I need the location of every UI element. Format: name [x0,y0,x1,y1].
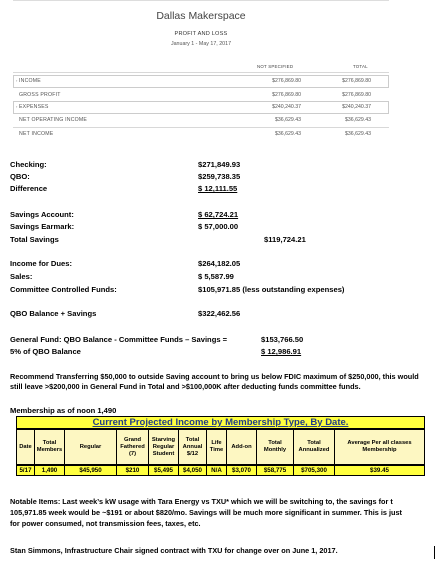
row-value-not-specified: $36,629.43 [275,131,301,137]
divider [13,0,389,1]
header-total-annual: Total Annual $/12 [179,430,207,464]
sales-label: Sales: [10,272,33,281]
cell-add-on: $3,070 [227,466,257,475]
checking-value: $271,849.93 [198,160,241,169]
cell-regular: $45,950 [65,466,117,475]
infrastructure-note: Stan Simmons, Infrastructure Chair signed contract with TXU for change over on June 1, 2017. [10,546,338,555]
report-row-net-operating-income [13,114,389,127]
cell-total-monthly: $58,775 [257,466,294,475]
row-value-total: $276,869.80 [342,78,371,84]
header-date: Date [17,430,35,464]
report-row-net-income [13,128,389,141]
row-value-total: $276,869.80 [342,92,371,98]
chevron-right-icon[interactable]: › [16,78,18,83]
divider [13,72,389,73]
company-name: Dallas Makerspace [156,10,246,22]
header-total-members: Total Members [35,430,65,464]
header-starving-student: Starving Regular Student [149,430,179,464]
cell-total-annual: $4,050 [179,466,207,475]
header-life-time: Life Time [207,430,227,464]
row-value-total: $36,629.43 [345,131,371,137]
cell-grand-fathered: $210 [117,466,149,475]
income-dues-label: Income for Dues: [10,259,73,268]
row-value-not-specified: $276,869.80 [272,92,301,98]
total-savings-label: Total Savings [10,235,59,244]
qbo-label: QBO: [10,172,30,181]
notable-line-2: 105,971.85 week would be ~$191 or about $820/mo. Savings will be much more significant in summer. This is just [10,508,402,517]
profit-loss-report [13,0,389,144]
income-dues-value: $264,182.05 [198,259,241,268]
recommendation-line-2: still leave >$200,000 in General Fund in Total and >$100,000K after deducting funds committee funds. [10,382,361,391]
column-header-not-specified: NOT SPECIFIED [257,64,294,69]
report-title: PROFIT AND LOSS [174,31,228,37]
cell-average-per-membership: $39.45 [370,467,389,474]
row-label: EXPENSES [19,104,49,110]
membership-note: Membership as of noon 1,490 [10,406,117,415]
table-title: Current Projected Income by Membership Type, By Date. [16,416,425,429]
row-label: NET OPERATING INCOME [19,117,88,123]
qbo-savings-value: $322,462.56 [198,309,241,318]
row-label: GROSS PROFIT [19,92,61,98]
row-value-not-specified: $240,240.37 [272,104,301,110]
header-average-per-membership: Average Per all classes Membership [347,440,412,453]
notable-line-3: for power consumed, not transmission fees, taxes, etc. [10,519,201,528]
row-value-not-specified: $36,629.43 [275,117,301,123]
savings-earmark-label: Savings Earmark: [10,222,75,231]
checking-label: Checking: [10,160,47,169]
row-value-not-specified: $276,869.80 [272,78,301,84]
table-row [16,465,425,476]
savings-earmark-value: $ 57,000.00 [198,222,239,231]
cell-starving-student: $5,495 [149,466,179,475]
row-value-total: $36,629.43 [345,117,371,123]
report-dates: January 1 - May 17, 2017 [170,41,232,47]
header-regular: Regular [65,430,117,464]
report-row-expenses[interactable] [13,101,389,114]
header-total-monthly: Total Monthly [257,430,294,464]
report-row-income[interactable] [13,75,389,88]
row-value-total: $240,240.37 [342,104,371,110]
five-percent-label: 5% of QBO Balance [10,347,81,356]
savings-account-label: Savings Account: [10,210,74,219]
chevron-right-icon[interactable]: › [16,104,18,109]
row-label: NET INCOME [19,131,54,137]
recommendation-line-1: Recommend Transferring $50,000 to outside Saving account to bring us below FDIC maximum of $250,000, this would [10,372,419,381]
five-percent-value: $ 12,986.91 [261,347,302,356]
header-total-annualized: Total Annualized [294,430,335,464]
table-header-row [16,429,425,465]
header-grand-fathered: Grand Fathered (7) [117,430,149,464]
column-header-total: TOTAL [353,64,368,69]
sales-value: $ 5,587.99 [198,272,234,281]
committee-funds-value: $105,971.85 (less outstanding expenses) [198,285,345,294]
savings-account-value: $ 62,724.21 [198,210,239,219]
qbo-value: $259,738.35 [198,172,241,181]
cell-total-members: 1,490 [35,466,65,475]
cell-life-time: N/A [207,466,227,475]
general-fund-value: $153,766.50 [261,335,304,344]
general-fund-label: General Fund: QBO Balance - Committee Funds – Savings = [10,335,228,344]
header-add-on: Add-on [227,430,257,464]
total-savings-value: $119,724.21 [264,235,306,244]
difference-value: $ 12,111.55 [198,184,238,193]
text-cursor [434,546,435,559]
committee-funds-label: Committee Controlled Funds: [10,285,117,294]
difference-label: Difference [10,184,48,193]
row-label: INCOME [19,78,41,84]
cell-total-annualized: $705,300 [294,466,335,475]
cell-date: 5/17 [17,466,35,475]
qbo-savings-label: QBO Balance + Savings [10,309,97,318]
notable-line-1: Notable Items: Last week’s kW usage with Tara Energy vs TXU* which we will be switching to, the savings for t [10,497,393,506]
